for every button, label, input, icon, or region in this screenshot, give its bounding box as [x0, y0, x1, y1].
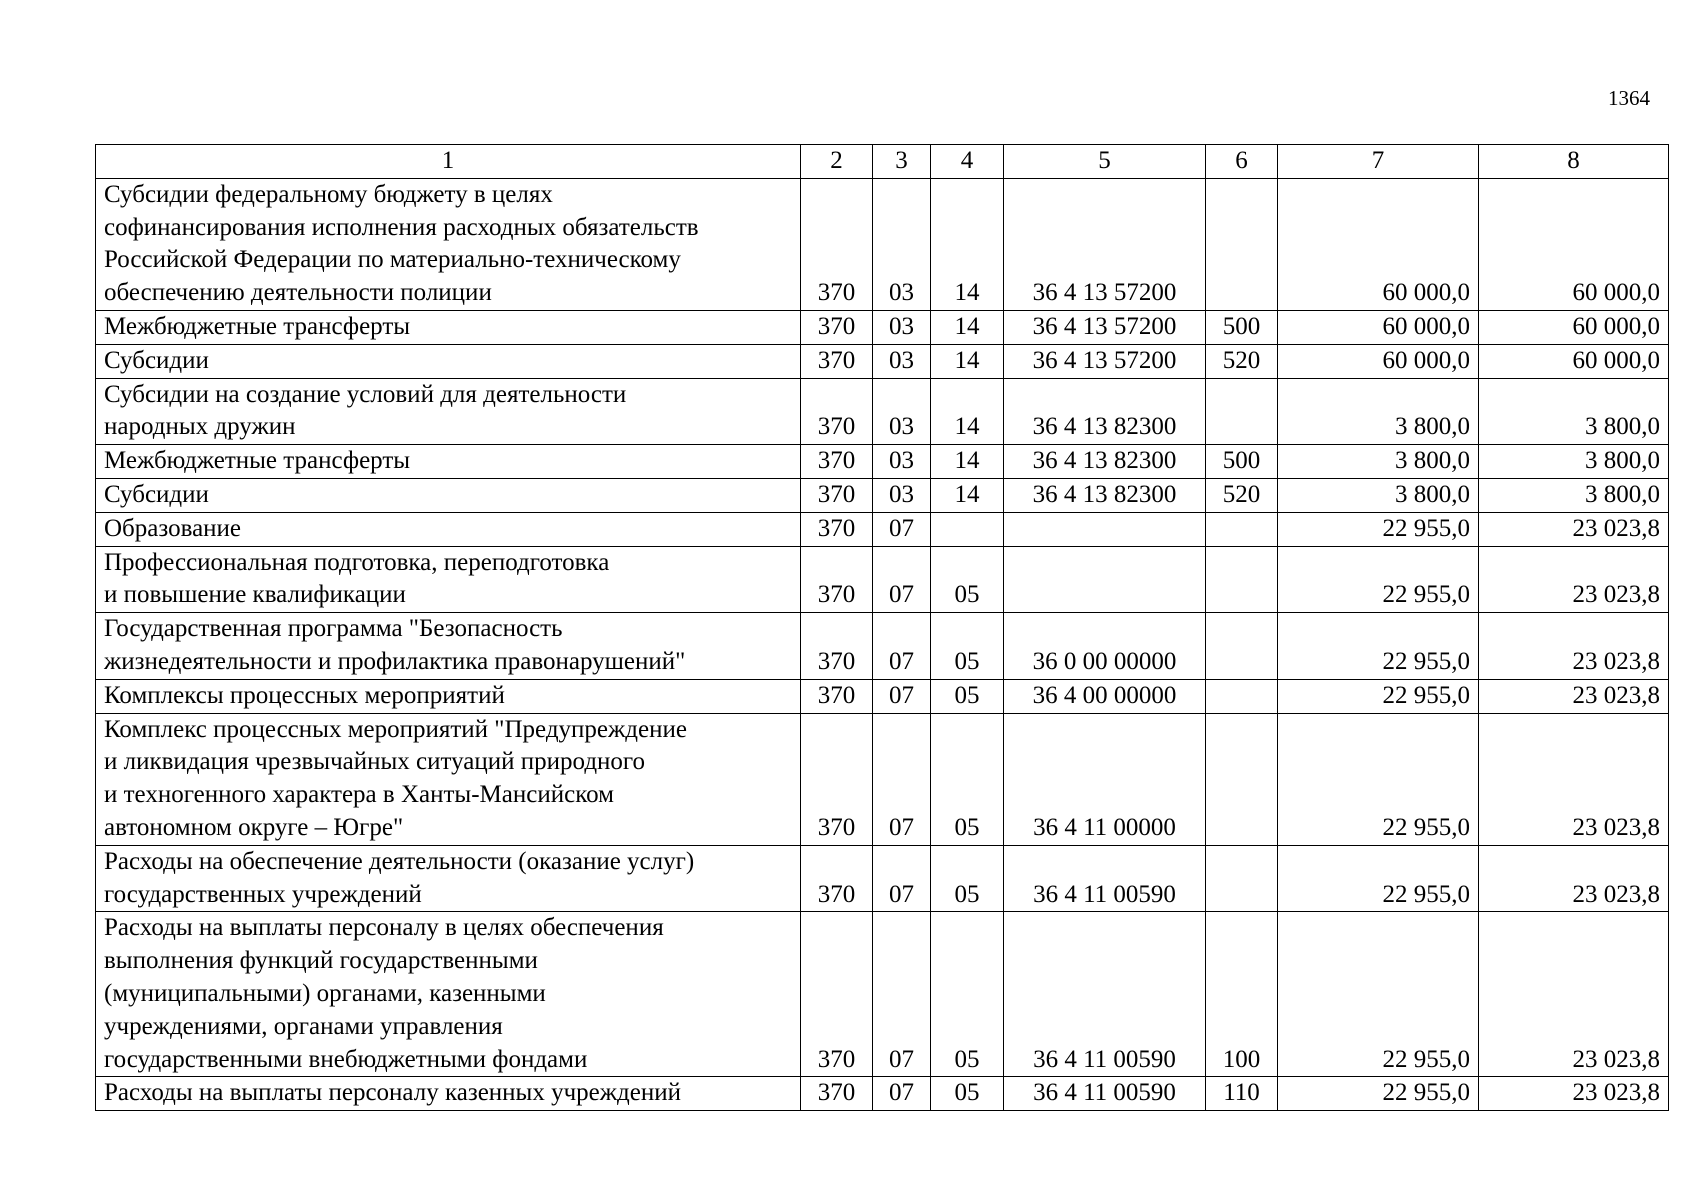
cell-expense-type: [1206, 546, 1278, 613]
item-name-line: Государственная программа "Безопасность: [104, 615, 563, 643]
table-row: [96, 478, 1669, 512]
cell-expense-type: 500: [1206, 445, 1278, 479]
cell-target-article: [1004, 546, 1206, 613]
cell-expense-type: [1206, 679, 1278, 713]
cell-target-article: 36 4 13 82300: [1004, 478, 1206, 512]
cell-target-article: 36 4 13 82300: [1004, 378, 1206, 445]
cell-amount-year-1: 3 800,0: [1278, 378, 1479, 445]
cell-expense-type: [1206, 713, 1278, 845]
cell-amount-year-2: 23 023,8: [1479, 1077, 1669, 1111]
cell-subsection-code: 05: [931, 613, 1004, 680]
cell-subsection-code: 14: [931, 445, 1004, 479]
table-row: [96, 178, 1669, 310]
item-name-line: Субсидии федеральному бюджету в целях: [104, 180, 553, 208]
cell-item-name: [96, 310, 801, 344]
cell-item-name: [96, 478, 801, 512]
cell-section-code: 07: [873, 679, 931, 713]
table-row: [96, 378, 1669, 445]
item-name-line: Расходы на выплаты персоналу казенных учреждений: [104, 1079, 681, 1107]
cell-subsection-code: 14: [931, 310, 1004, 344]
item-name-line: учреждениями, органами управления: [104, 1012, 503, 1040]
cell-amount-year-1: 3 800,0: [1278, 445, 1479, 479]
cell-target-article: 36 4 11 00590: [1004, 912, 1206, 1077]
item-name-line: и повышение квалификации: [104, 581, 406, 609]
cell-section-code: 07: [873, 546, 931, 613]
column-header-8: 8: [1479, 145, 1669, 179]
cell-target-article: 36 4 13 82300: [1004, 445, 1206, 479]
cell-section-code: 07: [873, 912, 931, 1077]
cell-item-name: [96, 344, 801, 378]
table-row: [96, 679, 1669, 713]
cell-expense-type: [1206, 845, 1278, 912]
cell-amount-year-1: 22 955,0: [1278, 845, 1479, 912]
table-row: [96, 713, 1669, 845]
item-name-line: Образование: [104, 514, 242, 542]
cell-target-article: 36 4 13 57200: [1004, 344, 1206, 378]
cell-expense-type: [1206, 512, 1278, 546]
cell-ministry-code: 370: [801, 713, 873, 845]
column-header-3: 3: [873, 145, 931, 179]
cell-amount-year-1: 22 955,0: [1278, 546, 1479, 613]
cell-section-code: 03: [873, 178, 931, 310]
cell-section-code: 07: [873, 512, 931, 546]
cell-item-name: [96, 679, 801, 713]
cell-target-article: 36 4 11 00590: [1004, 845, 1206, 912]
cell-amount-year-2: 60 000,0: [1479, 178, 1669, 310]
cell-subsection-code: 05: [931, 912, 1004, 1077]
cell-target-article: 36 4 00 00000: [1004, 679, 1206, 713]
cell-amount-year-1: 22 955,0: [1278, 679, 1479, 713]
cell-amount-year-2: 60 000,0: [1479, 310, 1669, 344]
cell-amount-year-2: 23 023,8: [1479, 713, 1669, 845]
cell-subsection-code: [931, 512, 1004, 546]
cell-amount-year-1: 22 955,0: [1278, 613, 1479, 680]
item-name-line: Профессиональная подготовка, переподготовка: [104, 548, 610, 576]
item-name-line: автономном округе – Югре": [104, 813, 404, 841]
cell-amount-year-1: 60 000,0: [1278, 344, 1479, 378]
cell-item-name: [96, 613, 801, 680]
item-name-line: выполнения функций государственными: [104, 947, 538, 975]
cell-item-name: [96, 845, 801, 912]
table-row: [96, 310, 1669, 344]
cell-amount-year-1: 3 800,0: [1278, 478, 1479, 512]
table-body: [96, 178, 1669, 1110]
item-name-line: жизнедеятельности и профилактика правонарушений": [104, 647, 686, 675]
cell-ministry-code: 370: [801, 445, 873, 479]
cell-ministry-code: 370: [801, 310, 873, 344]
cell-subsection-code: 05: [931, 845, 1004, 912]
cell-amount-year-2: 23 023,8: [1479, 546, 1669, 613]
cell-item-name: [96, 445, 801, 479]
cell-target-article: 36 4 11 00000: [1004, 713, 1206, 845]
item-name-line: государственными внебюджетными фондами: [104, 1045, 588, 1073]
cell-expense-type: 100: [1206, 912, 1278, 1077]
item-name-line: народных дружин: [104, 413, 296, 441]
item-name-line: софинансирования исполнения расходных обязательств: [104, 213, 699, 241]
cell-subsection-code: 14: [931, 478, 1004, 512]
item-name-line: Субсидии на создание условий для деятельности: [104, 380, 627, 408]
column-header-2: 2: [801, 145, 873, 179]
table-header-row: [96, 145, 1669, 179]
cell-section-code: 03: [873, 445, 931, 479]
item-name-line: (муниципальными) органами, казенными: [104, 979, 546, 1007]
table-row: [96, 613, 1669, 680]
cell-ministry-code: 370: [801, 178, 873, 310]
cell-amount-year-2: 23 023,8: [1479, 845, 1669, 912]
page-number: 1364: [1608, 86, 1650, 110]
cell-ministry-code: 370: [801, 546, 873, 613]
cell-item-name: [96, 546, 801, 613]
cell-target-article: 36 4 11 00590: [1004, 1077, 1206, 1111]
item-name-line: Межбюджетные трансферты: [104, 447, 411, 475]
cell-ministry-code: 370: [801, 679, 873, 713]
column-header-5: 5: [1004, 145, 1206, 179]
item-name-line: Межбюджетные трансферты: [104, 312, 411, 340]
cell-target-article: 36 4 13 57200: [1004, 178, 1206, 310]
table-row: [96, 845, 1669, 912]
table-row: [96, 912, 1669, 1077]
cell-section-code: 07: [873, 845, 931, 912]
cell-section-code: 07: [873, 613, 931, 680]
cell-subsection-code: 14: [931, 378, 1004, 445]
item-name-line: Российской Федерации по материально-техническому: [104, 246, 681, 274]
cell-expense-type: [1206, 178, 1278, 310]
column-header-1: 1: [96, 145, 801, 179]
cell-item-name: [96, 178, 801, 310]
item-name-line: и техногенного характера в Ханты-Мансийском: [104, 781, 614, 809]
item-name-line: Расходы на выплаты персоналу в целях обеспечения: [104, 914, 664, 942]
cell-subsection-code: 05: [931, 546, 1004, 613]
item-name-line: Комплекс процессных мероприятий "Предупреждение: [104, 715, 687, 743]
cell-section-code: 03: [873, 344, 931, 378]
cell-section-code: 07: [873, 1077, 931, 1111]
cell-expense-type: 110: [1206, 1077, 1278, 1111]
cell-expense-type: 520: [1206, 478, 1278, 512]
table-row: [96, 445, 1669, 479]
cell-item-name: [96, 378, 801, 445]
item-name-line: Расходы на обеспечение деятельности (оказание услуг): [104, 847, 695, 875]
cell-ministry-code: 370: [801, 1077, 873, 1111]
item-name-line: и ликвидация чрезвычайных ситуаций природного: [104, 748, 646, 776]
cell-amount-year-2: 60 000,0: [1479, 344, 1669, 378]
table-row: [96, 1077, 1669, 1111]
cell-amount-year-2: 23 023,8: [1479, 912, 1669, 1077]
cell-ministry-code: 370: [801, 912, 873, 1077]
cell-amount-year-1: 22 955,0: [1278, 512, 1479, 546]
cell-ministry-code: 370: [801, 613, 873, 680]
column-header-7: 7: [1278, 145, 1479, 179]
cell-amount-year-1: 60 000,0: [1278, 178, 1479, 310]
cell-item-name: [96, 713, 801, 845]
cell-ministry-code: 370: [801, 478, 873, 512]
cell-subsection-code: 14: [931, 344, 1004, 378]
cell-target-article: 36 0 00 00000: [1004, 613, 1206, 680]
item-name-line: государственных учреждений: [104, 880, 422, 908]
cell-amount-year-2: 23 023,8: [1479, 512, 1669, 546]
column-header-6: 6: [1206, 145, 1278, 179]
cell-amount-year-1: 22 955,0: [1278, 713, 1479, 845]
cell-expense-type: [1206, 378, 1278, 445]
cell-amount-year-2: 3 800,0: [1479, 478, 1669, 512]
cell-subsection-code: 05: [931, 1077, 1004, 1111]
cell-section-code: 07: [873, 713, 931, 845]
cell-target-article: [1004, 512, 1206, 546]
cell-ministry-code: 370: [801, 845, 873, 912]
cell-expense-type: 500: [1206, 310, 1278, 344]
item-name-line: обеспечению деятельности полиции: [104, 279, 492, 307]
cell-item-name: [96, 912, 801, 1077]
cell-amount-year-1: 60 000,0: [1278, 310, 1479, 344]
cell-amount-year-1: 22 955,0: [1278, 912, 1479, 1077]
item-name-line: Субсидии: [104, 346, 209, 374]
cell-item-name: [96, 512, 801, 546]
cell-amount-year-1: 22 955,0: [1278, 1077, 1479, 1111]
cell-section-code: 03: [873, 478, 931, 512]
cell-subsection-code: 14: [931, 178, 1004, 310]
table-row: [96, 344, 1669, 378]
cell-amount-year-2: 23 023,8: [1479, 613, 1669, 680]
cell-target-article: 36 4 13 57200: [1004, 310, 1206, 344]
item-name-line: Комплексы процессных мероприятий: [104, 681, 505, 709]
column-header-4: 4: [931, 145, 1004, 179]
cell-item-name: [96, 1077, 801, 1111]
cell-ministry-code: 370: [801, 344, 873, 378]
table-row: [96, 546, 1669, 613]
cell-subsection-code: 05: [931, 713, 1004, 845]
cell-amount-year-2: 3 800,0: [1479, 445, 1669, 479]
cell-ministry-code: 370: [801, 512, 873, 546]
item-name-line: Субсидии: [104, 480, 209, 508]
cell-expense-type: [1206, 613, 1278, 680]
cell-section-code: 03: [873, 310, 931, 344]
cell-expense-type: 520: [1206, 344, 1278, 378]
cell-amount-year-2: 3 800,0: [1479, 378, 1669, 445]
cell-subsection-code: 05: [931, 679, 1004, 713]
cell-ministry-code: 370: [801, 378, 873, 445]
budget-table: [95, 144, 1669, 1111]
table-row: [96, 512, 1669, 546]
cell-amount-year-2: 23 023,8: [1479, 679, 1669, 713]
cell-section-code: 03: [873, 378, 931, 445]
